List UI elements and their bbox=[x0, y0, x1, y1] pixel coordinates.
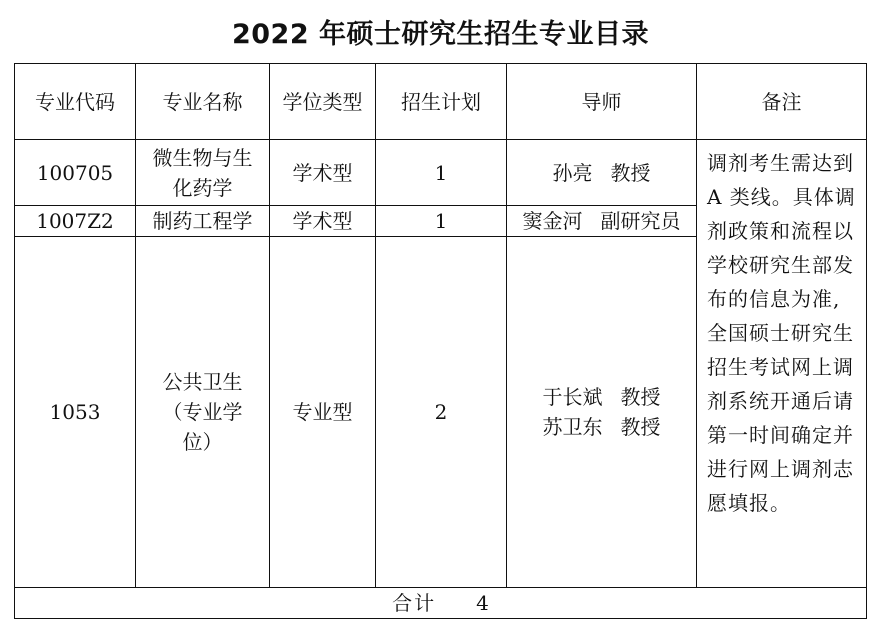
remarks-line: 剂系统开通后请 bbox=[707, 389, 854, 413]
tutor-name: 苏卫东 bbox=[542, 415, 603, 439]
major-code: 100705 bbox=[15, 140, 136, 206]
header-major-code: 专业代码 bbox=[15, 64, 136, 140]
tutor-name: 孙亮 bbox=[552, 160, 593, 185]
enrollment-plan: 2 bbox=[376, 237, 507, 588]
remarks-line: 剂政策和流程以 bbox=[707, 219, 854, 243]
major-name-line: 微生物与生 bbox=[152, 145, 253, 170]
remarks-line: 愿填报。 bbox=[707, 491, 791, 515]
total-row bbox=[15, 588, 867, 619]
major-code: 1007Z2 bbox=[15, 206, 136, 237]
major-name bbox=[136, 140, 270, 206]
header-tutor: 导师 bbox=[507, 64, 697, 140]
table-row bbox=[15, 140, 867, 206]
tutor-entry bbox=[511, 382, 692, 412]
major-name-line: 位） bbox=[182, 430, 223, 454]
header-major-name: 专业名称 bbox=[136, 64, 270, 140]
tutor-cell bbox=[507, 140, 697, 206]
tutor-cell bbox=[507, 206, 697, 237]
tutor-title: 副研究员 bbox=[600, 209, 681, 233]
tutor-entry bbox=[511, 206, 692, 236]
major-name-line: （专业学 bbox=[162, 400, 243, 424]
remarks-line: 全国硕士研究生 bbox=[707, 321, 854, 345]
remarks-line: 学校研究生部发 bbox=[707, 253, 854, 277]
enrollment-plan: 1 bbox=[376, 140, 507, 206]
header-remarks: 备注 bbox=[697, 64, 867, 140]
header-degree-type: 学位类型 bbox=[270, 64, 376, 140]
tutor-entry bbox=[511, 412, 692, 442]
header-enrollment-plan: 招生计划 bbox=[376, 64, 507, 140]
header-row bbox=[15, 64, 867, 140]
major-name-line: 化药学 bbox=[172, 175, 233, 200]
tutor-title: 教授 bbox=[610, 160, 651, 185]
total-label: 合计 bbox=[392, 591, 437, 615]
major-name bbox=[136, 237, 270, 588]
major-code: 1053 bbox=[15, 237, 136, 588]
remarks-line: 第一时间确定并 bbox=[707, 423, 854, 447]
tutor-title: 教授 bbox=[620, 385, 661, 409]
remarks-cell bbox=[697, 140, 867, 588]
major-name-line: 公共卫生 bbox=[162, 370, 243, 394]
tutor-entry bbox=[511, 158, 692, 188]
tutor-cell bbox=[507, 237, 697, 588]
major-name: 制药工程学 bbox=[136, 206, 270, 237]
tutor-title: 教授 bbox=[620, 415, 661, 439]
tutor-name: 窦金河 bbox=[522, 209, 583, 233]
degree-type: 学术型 bbox=[270, 140, 376, 206]
total-cell bbox=[15, 588, 867, 619]
enrollment-catalog-table bbox=[14, 63, 867, 619]
remarks-line: A 类线。具体调 bbox=[707, 185, 856, 209]
enrollment-plan: 1 bbox=[376, 206, 507, 237]
remarks-line: 布的信息为准, bbox=[707, 287, 841, 311]
degree-type: 专业型 bbox=[270, 237, 376, 588]
degree-type: 学术型 bbox=[270, 206, 376, 237]
tutor-name: 于长斌 bbox=[542, 385, 603, 409]
total-value: 4 bbox=[476, 591, 489, 615]
remarks-line: 招生考试网上调 bbox=[707, 355, 854, 379]
page-title: 2022 年硕士研究生招生专业目录 bbox=[231, 19, 650, 50]
remarks-line: 进行网上调剂志 bbox=[707, 457, 854, 481]
remarks-line: 调剂考生需达到 bbox=[707, 151, 854, 175]
